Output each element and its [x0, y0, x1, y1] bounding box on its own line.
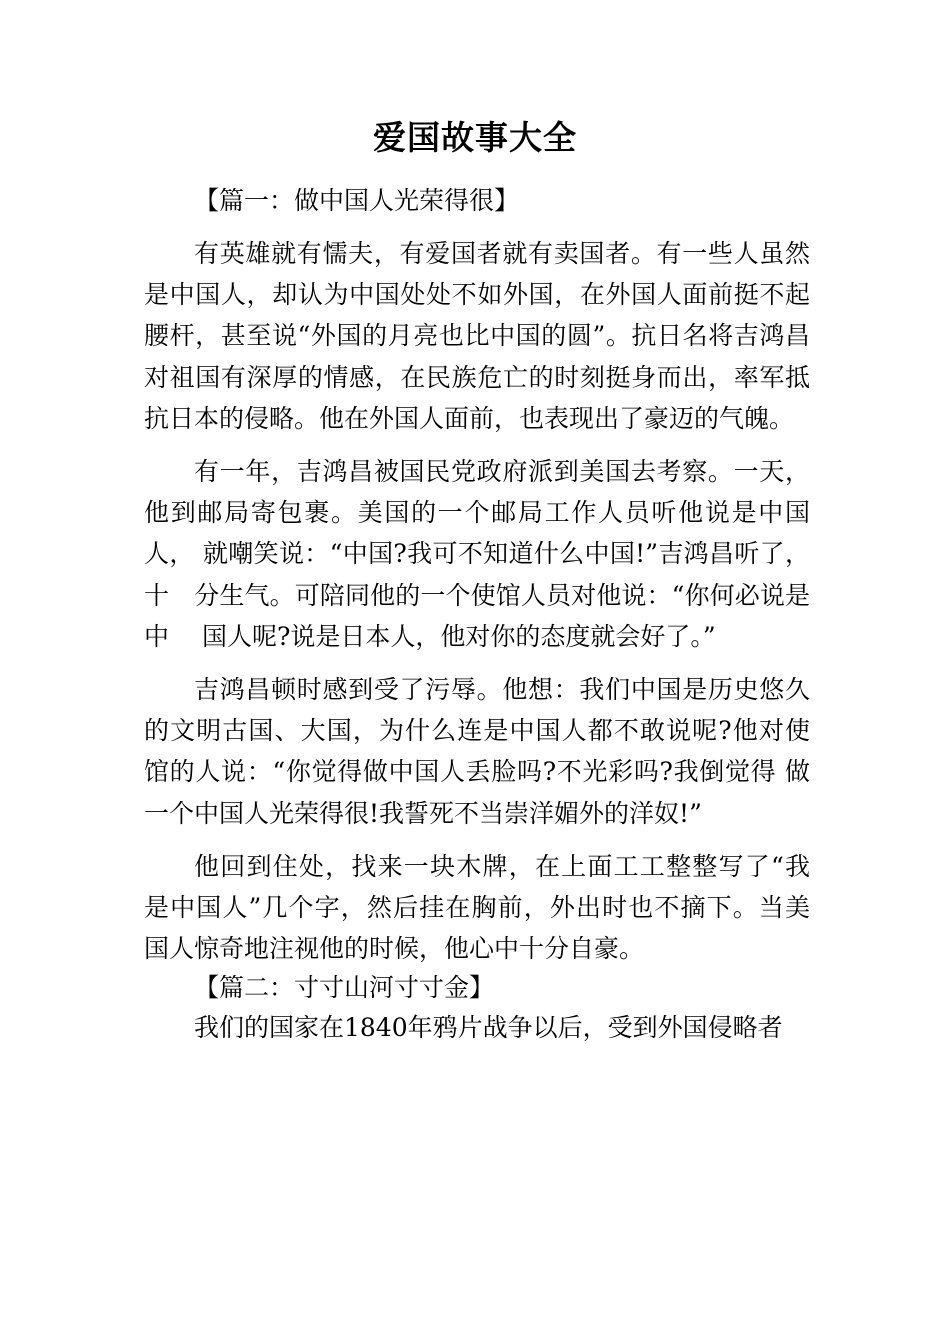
- section-heading: 【篇二：寸寸山河寸寸金】: [194, 973, 495, 1003]
- section-heading: 【篇一：做中国人光荣得很】: [194, 186, 520, 215]
- paragraph: 我们的国家在1840年鸦片战争以后，受到外国侵略者: [194, 1013, 783, 1043]
- document-body: [144, 180, 810, 1049]
- paragraph: 有英雄就有懦夫，有爱国者就有卖国者。有一些人虽然是中国人，却认为中国处处不如外国，在外国人面前挺不起腰杆，甚至说“外国的月亮也比中国的圆”。抗日名将吉鸿昌对祖国有深厚的情感，在民族危亡的时刻挺身而出，率军抵抗日本的侵略。他在外国人面前，也表现出了豪迈的气魄。: [144, 239, 810, 433]
- paragraph: 他回到住处，找来一块木牌，在上面工工整整写了“我 是中国人”几个字，然后挂在胸前，外出时也不摘下。当美 国人惊奇地注视他的时候，他心中十分自豪。: [144, 851, 810, 964]
- paragraph: 吉鸿昌顿时感到受了污辱。他想：我们中国是历史悠久 的文明古国、大国，为什么连是中国人都不敢说呢?他对使 馆的人说：“你觉得做中国人丢脸吗?不光彩吗?我倒觉得 做一个中国人光荣得很!我誓死不当崇洋媚外的洋奴!”: [144, 675, 810, 828]
- paragraph: 有一年，吉鸿昌被国民党政府派到美国去考察。一天，他到邮局寄包裹。美国的一个邮局工作人员听他说是中国人， 就嘲笑说：“中国?我可不知道什么中国!”吉鸿昌听了，十 分生气。可陪同他的一个使馆人员对他说：“你何必说是中 国人呢?说是日本人，他对你的态度就会好了。”: [144, 457, 810, 651]
- document-title: 爱国故事大全: [373, 118, 577, 157]
